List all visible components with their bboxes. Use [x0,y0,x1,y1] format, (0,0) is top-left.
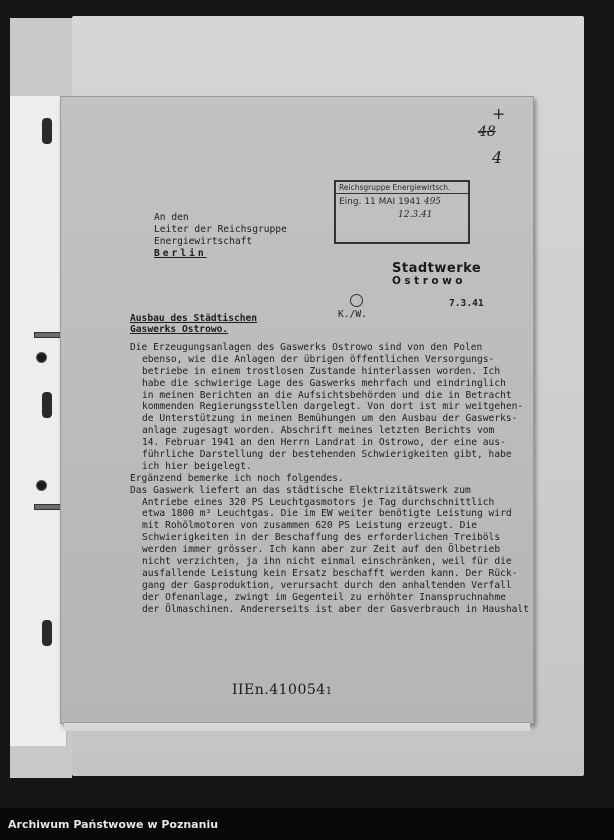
body-line: de Unterstützung in meinen Bemühungen um den Ausbau der Gaswerks- [142,413,518,425]
body-line: betriebe in einem trostlosen Zustande hinterlassen worden. Ich [142,365,501,377]
sheet-edge [64,722,530,731]
addressee-line: Leiter der Reichsgruppe [154,224,287,235]
sender-city: Ostrowo [392,275,467,287]
stamp-handwritten-date: 12.3.41 [398,210,433,220]
punch-mark [350,294,363,307]
body-line: Antriebe eines 320 PS Leuchtgasmotors je Tag durchschnittlich [142,496,495,508]
addressee-line: An den [154,212,189,223]
body-line: in meinen Berichten an die Aufsichtsbehörden und die in Betracht [142,389,512,401]
body-line: anlage zugesagt worden. Abschrift meines letzten Berichts vom [142,425,495,437]
archive-footer [0,808,614,840]
addressee-city: Berlin [154,248,207,259]
body-line: der Ofenanlage, zwingt im Gegenteil zu erhöhter Inanspruchnahme [142,591,506,603]
subject-text: Gaswerks Ostrowo. [130,324,229,335]
body-line: nicht verzichten, ja ihn nicht einmal einschränken, weil für die [142,556,512,568]
body-line: kommenden Regierungsstellen dargelegt. Von dort ist mir weitgehen- [142,401,524,413]
body-line: etwa 1800 m³ Leuchtgas. Die im EW weiter benötigte Leistung wird [142,508,512,520]
body-line: mit Rohölmotoren von zusammen 620 PS Leistung erzeugt. Die [142,520,478,532]
sender-name: Stadtwerke [392,261,482,276]
archive-signature [232,682,333,698]
folder-tab [10,96,67,746]
corner-struck-number: 48 [478,124,496,140]
binder-hole [36,352,47,363]
binder-hole [36,480,47,491]
corner-plus-mark: + [492,104,506,123]
letter-body [130,342,529,615]
addressee-line: Energiewirtschaft [154,236,253,247]
body-line: habe die schwierige Lage des Gaswerks mehrfach und eindringlich [142,377,506,389]
binder-stain [42,620,52,646]
body-line: führliche Darstellung der bestehenden Schwierigkeiten gibt, habe [142,449,512,461]
addressee-block [154,212,287,260]
stamp-handwritten-number: 495 [423,197,442,207]
body-line: werden immer grösser. Ich kann aber zur Zeit auf den Ölbetrieb [142,544,501,556]
reference-code: K./W. [338,309,367,320]
stamp-header: Reichsgruppe Energiewirtsch. [336,182,468,194]
binder-stain [42,118,52,144]
body-line: Die Erzeugungsanlagen des Gaswerks Ostrowo sind von den Polen [130,342,483,353]
body-line: Das Gaswerk liefert an das städtische Elektrizitätswerk zum [130,484,471,496]
sender-letterhead [392,262,481,288]
binder-stain [42,392,52,418]
archive-number-suffix: 1 [325,686,333,697]
body-line: Schwierigkeiten in der Beschaffung des erforderlichen Treiböls [142,532,501,544]
subject-text: Ausbau des Städtischen [130,313,258,324]
body-line: ebenso, wie die Anlagen der übrigen öffentlichen Versorgungs- [142,353,495,365]
archive-name: Archiwum Państwowe w Poznaniu [8,818,219,831]
body-line: 14. Februar 1941 an den Herrn Landrat in Ostrowo, der eine aus- [142,437,506,449]
receipt-stamp [334,180,470,244]
body-line: Ergänzend bemerke ich noch folgendes. [130,472,344,484]
stamp-received-date: Eing. 11 MAI 1941 [339,197,421,207]
corner-page-number: 4 [492,148,503,167]
body-line: ausfallende Leistung kein Ersatz beschafft werden kann. Der Rück- [142,567,518,579]
body-line: gang der Gasproduktion, verursacht durch den anhaltenden Verfall [142,579,512,591]
archive-number: IIEn.410054 [232,682,326,698]
letter-date: 7.3.41 [449,298,484,309]
body-line: der Ölmaschinen. Andererseits ist aber der Gasverbrauch in Haushalt [142,603,529,615]
subject-line [130,313,257,335]
body-line: ich hier beigelegt. [142,460,252,472]
